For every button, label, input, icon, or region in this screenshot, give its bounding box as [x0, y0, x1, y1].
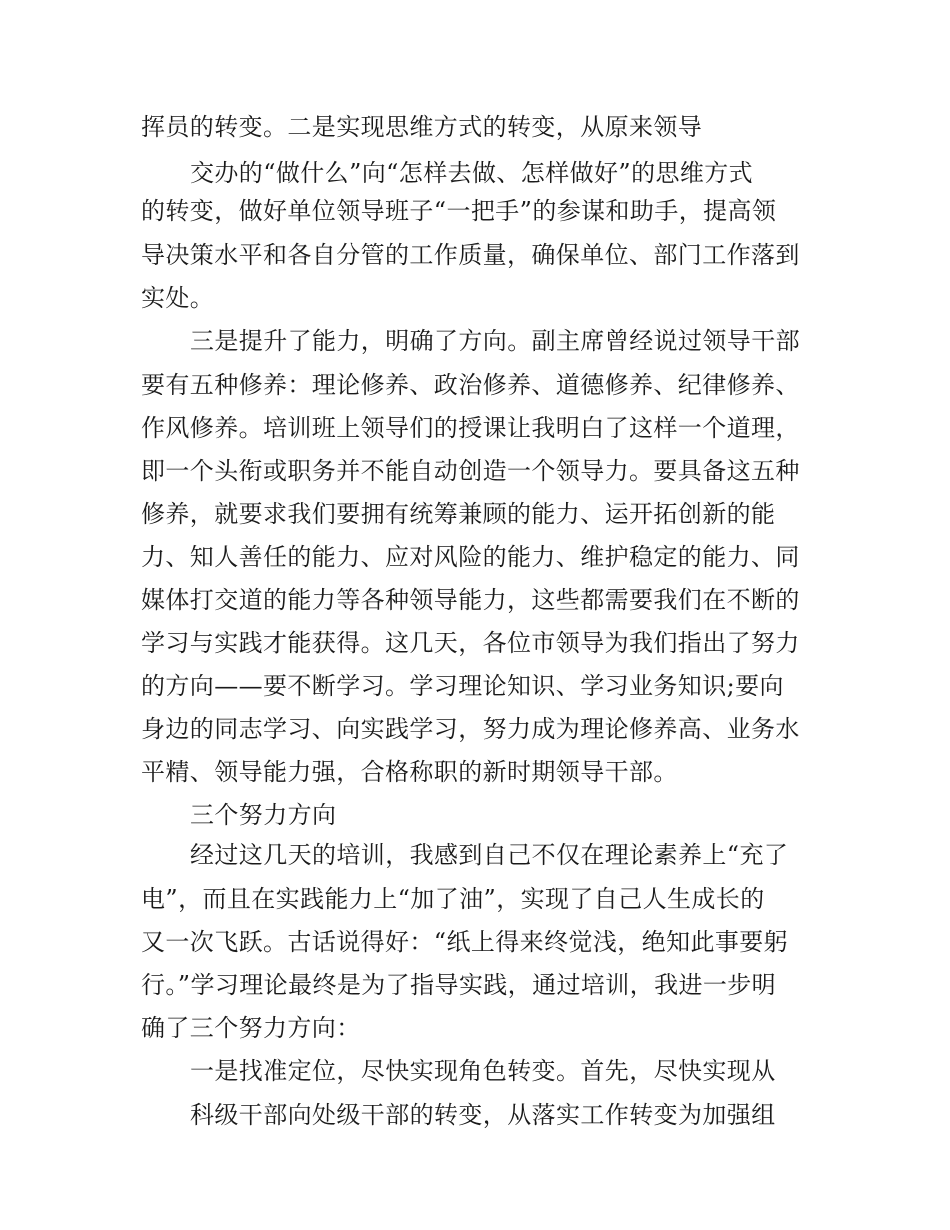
text-line: 修养，就要求我们要拥有统筹兼顾的能力、运开拓创新的能 [141, 500, 776, 528]
text-line: 又一次飞跃。古话说得好：“纸上得来终觉浅，绝知此事要躬 [141, 928, 789, 956]
text-line: 要有五种修养：理论修养、政治修养、道德修养、纪律修养、 [141, 371, 800, 399]
text-line: 经过这几天的培训，我感到自己不仅在理论素养上“充了 [190, 841, 789, 869]
text-line: 挥员的转变。二是实现思维方式的转变，从原来领导 [141, 113, 703, 141]
text-line: 科级干部向处级干部的转变，从落实工作转变为加强组 [190, 1101, 776, 1129]
text-line: 导决策水平和各自分管的工作质量，确保单位、部门工作落到 [141, 241, 800, 269]
text-line: 三是提升了能力，明确了方向。副主席曾经说过领导干部 [190, 327, 800, 355]
section-heading: 三个努力方向 [190, 801, 337, 829]
text-line: 行。”学习理论最终是为了指导实践，通过培训，我进一步明 [141, 971, 777, 999]
text-line: 媒体打交道的能力等各种领导能力，这些都需要我们在不断的 [141, 586, 800, 614]
text-line: 学习与实践才能获得。这几天，各位市领导为我们指出了努力 [141, 629, 800, 657]
text-line: 力、知人善任的能力、应对风险的能力、维护稳定的能力、同 [141, 543, 800, 571]
text-line: 电”，而且在实践能力上“加了油”，实现了自己人生成长的 [141, 885, 765, 913]
text-line: 作风修养。培训班上领导们的授课让我明白了这样一个道理， [141, 414, 800, 442]
text-line: 交办的“做什么”向“怎样去做、怎样做好”的思维方式 [190, 159, 754, 187]
text-line: 平精、领导能力强，合格称职的新时期领导干部。 [141, 758, 678, 786]
text-line: 即一个头衔或职务并不能自动创造一个领导力。要具备这五种 [141, 457, 800, 485]
text-line: 一是找准定位，尽快实现角色转变。首先，尽快实现从 [190, 1057, 776, 1085]
text-line: 的方向——要不断学习。学习理论知识、学习业务知识;要向 [141, 672, 784, 700]
text-line: 实处。 [141, 284, 215, 312]
text-line: 确了三个努力方向： [141, 1014, 361, 1042]
text-line: 身边的同志学习、向实践学习，努力成为理论修养高、业务水 [141, 715, 800, 743]
text-line: 的转变，做好单位领导班子“一把手”的参谋和助手，提高领 [141, 197, 777, 225]
